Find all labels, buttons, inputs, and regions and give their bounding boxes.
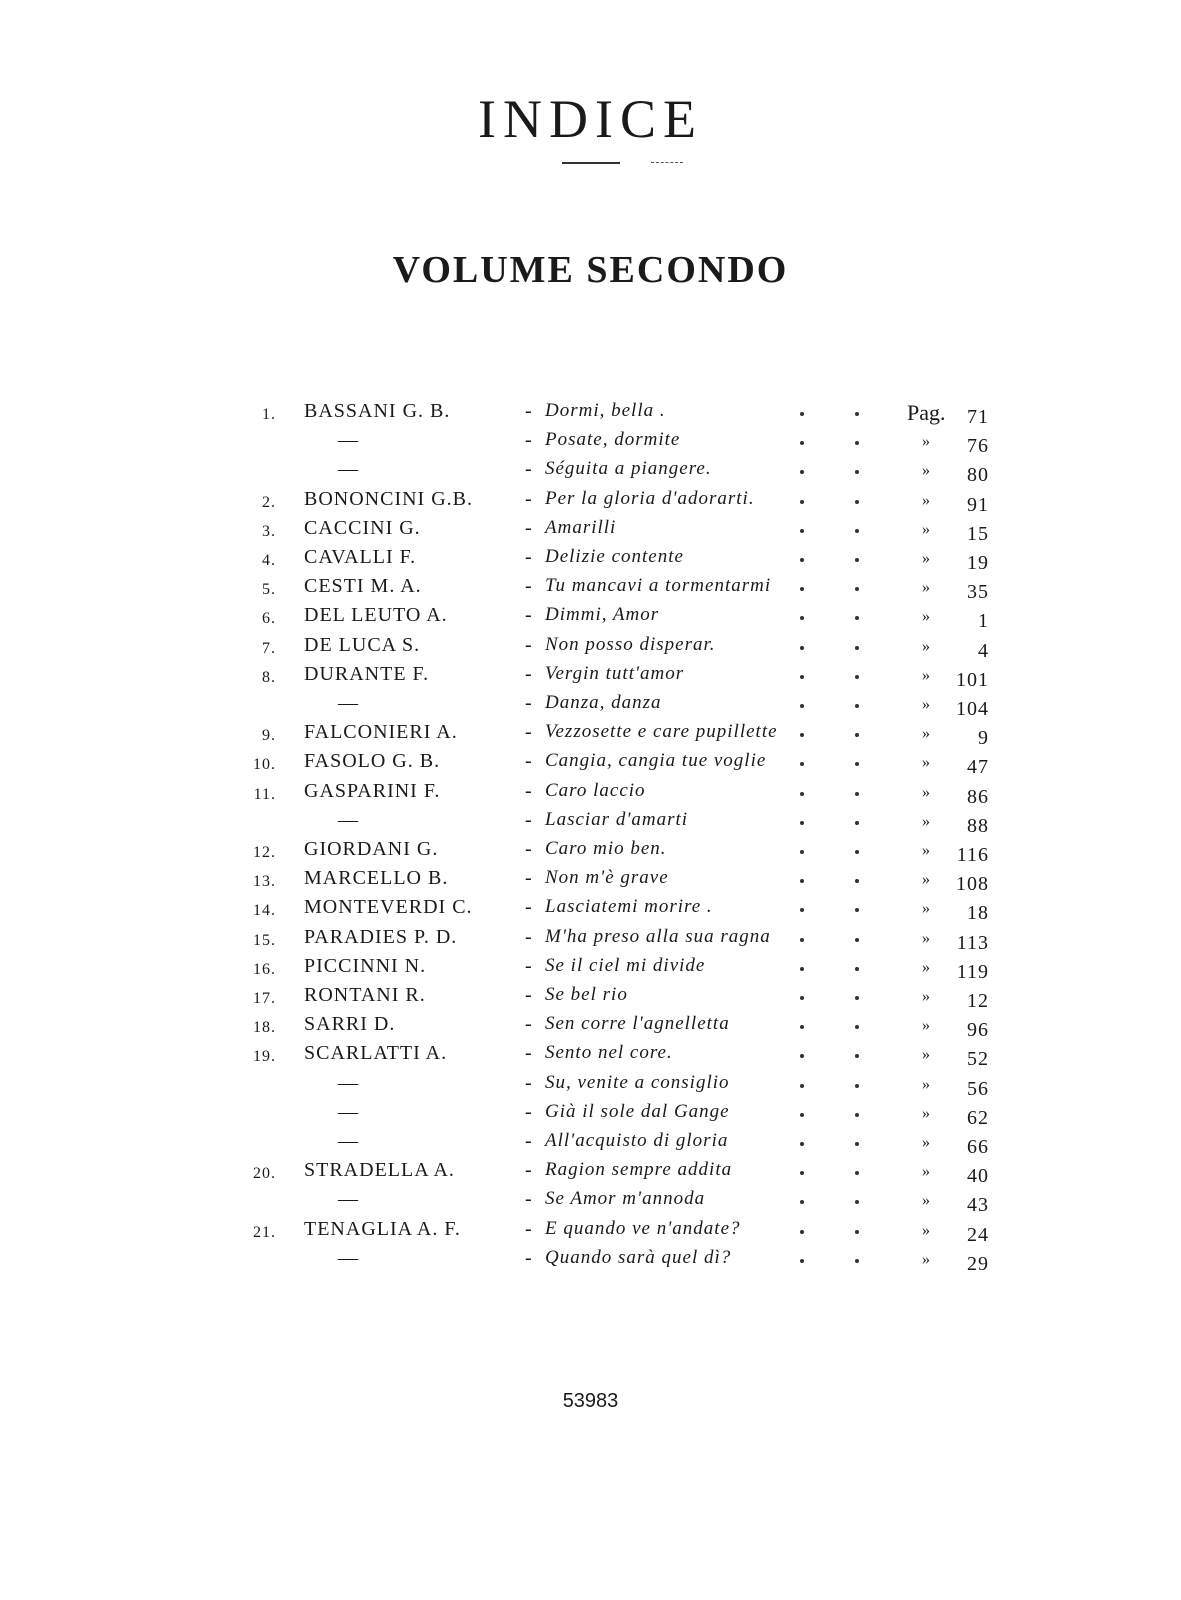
toc-row <box>0 867 1181 895</box>
leader-dot <box>800 675 804 679</box>
song-title: Dormi, bella . <box>545 400 666 421</box>
page-number: 113 <box>956 931 989 954</box>
entry-number: 16. <box>253 960 276 978</box>
toc-row <box>0 838 1181 866</box>
toc-row <box>0 750 1181 778</box>
entry-number: 3. <box>262 522 276 540</box>
composer-name: DEL LEUTO A. <box>304 604 448 627</box>
composer-name: TENAGLIA A. F. <box>304 1217 461 1240</box>
composer-name: STRADELLA A. <box>304 1159 455 1182</box>
page-number: 40 <box>967 1165 989 1188</box>
toc-row <box>0 575 1181 603</box>
toc-row <box>0 809 1181 837</box>
leader-dot <box>800 704 804 708</box>
ditto-mark: » <box>922 579 930 597</box>
leader-dot <box>855 1113 859 1117</box>
page-number: 12 <box>967 990 989 1012</box>
composer-name: GASPARINI F. <box>304 779 441 802</box>
separator-dash: - <box>525 984 532 1006</box>
toc-row <box>0 896 1181 924</box>
ditto-mark: » <box>922 1017 930 1035</box>
ditto-mark: » <box>922 637 930 655</box>
page-number: 9 <box>978 727 989 750</box>
toc-row <box>0 955 1181 983</box>
leader-dot <box>800 1084 804 1088</box>
page-number: 104 <box>956 698 989 720</box>
ditto-dash: — <box>338 458 359 481</box>
composer-name: FALCONIERI A. <box>304 721 458 744</box>
page-number: 91 <box>967 493 989 516</box>
toc-row <box>0 1247 1181 1275</box>
separator-dash: - <box>525 692 532 714</box>
song-title: Lasciatemi morire . <box>545 896 713 918</box>
separator-dash: - <box>525 1159 532 1182</box>
leader-dot <box>800 1200 804 1204</box>
leader-dot <box>855 792 859 796</box>
entry-number: 9. <box>262 727 276 745</box>
leader-dot <box>800 1259 804 1263</box>
entry-number: 4. <box>262 552 276 569</box>
toc-row <box>0 1101 1181 1129</box>
entry-number: 5. <box>262 581 276 599</box>
composer-name: MONTEVERDI C. <box>304 896 473 919</box>
leader-dot <box>800 879 804 883</box>
song-title: Séguita a piangere. <box>545 458 712 480</box>
ditto-mark: » <box>922 520 930 538</box>
song-title: Sen corre l'agnelletta <box>545 1013 730 1035</box>
leader-dot <box>855 1054 859 1058</box>
separator-dash: - <box>525 575 532 598</box>
toc-row <box>0 604 1181 632</box>
ditto-mark: » <box>922 754 930 772</box>
ditto-mark: » <box>922 1163 930 1181</box>
page-number: 1 <box>978 610 989 633</box>
leader-dot <box>800 938 804 942</box>
toc-row <box>0 984 1181 1012</box>
page-title: INDICE <box>478 89 703 149</box>
leader-dot <box>855 908 859 912</box>
separator-dash: - <box>525 750 532 773</box>
separator-dash: - <box>525 721 532 744</box>
song-title: Cangia, cangia tue voglie <box>545 750 767 772</box>
song-title: Non posso disperar. <box>545 633 716 655</box>
toc-row <box>0 692 1181 720</box>
leader-dot <box>800 1054 804 1058</box>
ditto-dash: — <box>338 1130 359 1152</box>
page-number: 88 <box>967 814 989 837</box>
toc-row <box>0 780 1181 808</box>
entry-number: 2. <box>262 493 276 511</box>
song-title: Delizie contente <box>545 546 684 567</box>
song-title: Posate, dormite <box>545 429 681 451</box>
leader-dot <box>800 1025 804 1029</box>
title-rule-left <box>562 162 620 164</box>
ditto-mark: » <box>922 900 930 918</box>
ditto-dash: — <box>338 1188 359 1211</box>
song-title: M'ha preso alla sua ragna <box>545 925 771 947</box>
toc-row <box>0 429 1181 457</box>
leader-dot <box>855 733 859 737</box>
ditto-dash: — <box>338 429 359 452</box>
song-title: Già il sole dal Gange <box>545 1100 730 1122</box>
separator-dash: - <box>525 633 532 656</box>
leader-dot <box>855 879 859 883</box>
toc-row <box>0 488 1181 516</box>
toc-row <box>0 517 1181 545</box>
composer-name: CAVALLI F. <box>304 546 417 568</box>
song-title: Non m'è grave <box>545 867 669 889</box>
song-title: Se il ciel mi divide <box>545 954 706 976</box>
song-title: Amarilli <box>545 516 617 538</box>
ditto-mark: » <box>922 491 930 509</box>
entry-number: 7. <box>262 639 276 657</box>
ditto-mark: » <box>922 1192 930 1210</box>
leader-dot <box>855 646 859 650</box>
composer-name: PICCINNI N. <box>304 954 427 977</box>
ditto-mark: » <box>922 842 930 859</box>
leader-dot <box>800 1113 804 1117</box>
page-number: 47 <box>967 756 989 779</box>
leader-dot <box>800 646 804 650</box>
leader-dot <box>800 616 804 620</box>
entry-number: 10. <box>253 756 276 774</box>
ditto-dash: — <box>338 1246 359 1269</box>
leader-dot <box>800 850 804 854</box>
separator-dash: - <box>525 779 532 802</box>
composer-name: MARCELLO B. <box>304 867 449 890</box>
toc-row <box>0 400 1181 428</box>
ditto-mark: » <box>922 725 930 743</box>
page-number: 119 <box>956 960 989 983</box>
leader-dot <box>855 1084 859 1088</box>
leader-dot <box>855 967 859 971</box>
leader-dot <box>800 792 804 796</box>
toc-row <box>0 663 1181 691</box>
leader-dot <box>855 587 859 591</box>
ditto-dash: — <box>338 808 359 831</box>
song-title: Se Amor m'annoda <box>545 1188 706 1210</box>
separator-dash: - <box>525 487 532 510</box>
leader-dot <box>855 1142 859 1146</box>
separator-dash: - <box>525 1217 532 1240</box>
leader-dot <box>855 938 859 942</box>
separator-dash: - <box>525 808 532 831</box>
separator-dash: - <box>525 1013 532 1036</box>
song-title: Lasciar d'amarti <box>545 808 689 830</box>
composer-name: DE LUCA S. <box>304 633 421 656</box>
page-number: 86 <box>967 785 989 808</box>
page-number: 24 <box>967 1223 989 1246</box>
page-number: 76 <box>967 435 989 458</box>
entry-number: 13. <box>253 873 276 891</box>
toc-row <box>0 1130 1181 1158</box>
composer-name: CACCINI G. <box>304 516 421 539</box>
toc-row <box>0 926 1181 954</box>
leader-dot <box>800 996 804 1000</box>
toc-row <box>0 1218 1181 1246</box>
composer-name: PARADIES P. D. <box>304 925 458 948</box>
leader-dot <box>800 470 804 474</box>
ditto-mark: » <box>922 462 930 480</box>
composer-name: SARRI D. <box>304 1013 396 1036</box>
leader-dot <box>800 412 804 416</box>
page-number: 108 <box>956 873 989 896</box>
ditto-mark: » <box>922 1046 930 1064</box>
leader-dot <box>800 587 804 591</box>
page-number: 29 <box>967 1252 989 1275</box>
composer-name: FASOLO G. B. <box>304 750 441 773</box>
composer-name: RONTANI R. <box>304 984 426 1006</box>
separator-dash: - <box>525 1188 532 1211</box>
page-number: 101 <box>956 668 989 691</box>
leader-dot <box>855 1171 859 1175</box>
leader-dot <box>855 412 859 416</box>
separator-dash: - <box>525 516 532 539</box>
separator-dash: - <box>525 896 532 919</box>
leader-dot <box>855 500 859 504</box>
leader-dot <box>855 441 859 445</box>
leader-dot <box>800 1142 804 1146</box>
title-rule-right <box>651 162 683 163</box>
leader-dot <box>855 850 859 854</box>
song-title: Tu mancavi a tormentarmi <box>545 575 772 597</box>
leader-dot <box>800 967 804 971</box>
entry-number: 1. <box>262 406 276 423</box>
plate-number: 53983 <box>562 1390 619 1412</box>
entry-number: 21. <box>253 1223 276 1241</box>
page-number: 43 <box>967 1194 989 1217</box>
separator-dash: - <box>525 925 532 948</box>
leader-dot <box>855 821 859 825</box>
page-number: 18 <box>967 902 989 925</box>
song-title: Caro mio ben. <box>545 838 667 859</box>
separator-dash: - <box>525 1130 532 1152</box>
toc-row <box>0 721 1181 749</box>
ditto-mark: » <box>922 696 930 713</box>
song-title: Danza, danza <box>545 692 662 713</box>
song-title: All'acquisto di gloria <box>545 1130 729 1151</box>
composer-name: DURANTE F. <box>304 662 430 685</box>
volume-heading: VOLUME SECONDO <box>392 249 789 291</box>
toc-row <box>0 1159 1181 1187</box>
page-number: 56 <box>967 1077 989 1100</box>
leader-dot <box>855 996 859 1000</box>
entry-number: 20. <box>253 1165 276 1183</box>
ditto-mark: » <box>922 783 930 801</box>
entry-number: 11. <box>253 785 276 803</box>
song-title: Caro laccio <box>545 779 646 801</box>
ditto-dash: — <box>338 692 359 714</box>
separator-dash: - <box>525 954 532 977</box>
toc-row <box>0 546 1181 574</box>
entry-number: 17. <box>253 990 276 1007</box>
toc-row <box>0 1188 1181 1216</box>
page-number: 35 <box>967 581 989 604</box>
separator-dash: - <box>525 458 532 481</box>
entry-number: 15. <box>253 931 276 949</box>
leader-dot <box>800 821 804 825</box>
page-number: 71 <box>967 406 989 428</box>
page-number: 15 <box>967 522 989 545</box>
leader-dot <box>800 558 804 562</box>
separator-dash: - <box>525 604 532 627</box>
separator-dash: - <box>525 838 532 860</box>
composer-name: SCARLATTI A. <box>304 1042 448 1065</box>
composer-name: BONONCINI G.B. <box>304 487 473 510</box>
leader-dot <box>855 558 859 562</box>
song-title: Ragion sempre addita <box>545 1159 733 1181</box>
song-title: Vezzosette e care pupillette <box>545 721 778 743</box>
entry-number: 6. <box>262 610 276 628</box>
separator-dash: - <box>525 1246 532 1269</box>
ditto-mark: » <box>922 929 930 947</box>
page-number: 116 <box>956 844 989 866</box>
song-title: Dimmi, Amor <box>545 604 660 626</box>
ditto-dash: — <box>338 1100 359 1123</box>
ditto-mark: » <box>922 1250 930 1268</box>
song-title: E quando ve n'andate? <box>545 1217 741 1239</box>
ditto-mark: » <box>922 1104 930 1122</box>
toc-row <box>0 1013 1181 1041</box>
leader-dot <box>855 470 859 474</box>
leader-dot <box>855 1230 859 1234</box>
separator-dash: - <box>525 1100 532 1123</box>
entry-number: 14. <box>253 902 276 920</box>
leader-dot <box>800 908 804 912</box>
page-number: 80 <box>967 464 989 487</box>
ditto-mark: » <box>922 1075 930 1093</box>
toc-row <box>0 1042 1181 1070</box>
song-title: Per la gloria d'adorarti. <box>545 487 755 509</box>
ditto-mark: » <box>922 1221 930 1239</box>
entry-number: 12. <box>253 844 276 861</box>
leader-dot <box>800 529 804 533</box>
entry-number: 18. <box>253 1019 276 1037</box>
separator-dash: - <box>525 400 532 422</box>
ditto-dash: — <box>338 1071 359 1094</box>
separator-dash: - <box>525 1042 532 1065</box>
song-title: Sento nel core. <box>545 1042 673 1064</box>
leader-dot <box>800 733 804 737</box>
page-number: 62 <box>967 1106 989 1129</box>
leader-dot <box>800 1171 804 1175</box>
leader-dot <box>855 704 859 708</box>
composer-name: GIORDANI G. <box>304 838 439 860</box>
toc-row <box>0 1072 1181 1100</box>
leader-dot <box>855 1259 859 1263</box>
page-number: 19 <box>967 552 989 574</box>
composer-name: CESTI M. A. <box>304 575 422 598</box>
ditto-mark: » <box>922 608 930 626</box>
page-number: 4 <box>978 639 989 662</box>
ditto-mark: » <box>922 550 930 567</box>
leader-dot <box>855 1200 859 1204</box>
page-number: 52 <box>967 1048 989 1071</box>
ditto-mark: » <box>922 871 930 889</box>
leader-dot <box>855 1025 859 1029</box>
ditto-mark: » <box>922 988 930 1005</box>
entry-number: 19. <box>253 1048 276 1066</box>
page-label: Pag. <box>907 400 946 425</box>
separator-dash: - <box>525 1071 532 1094</box>
leader-dot <box>800 441 804 445</box>
ditto-mark: » <box>922 1134 930 1151</box>
separator-dash: - <box>525 662 532 685</box>
ditto-mark: » <box>922 812 930 830</box>
song-title: Quando sarà quel dì? <box>545 1246 732 1268</box>
leader-dot <box>800 500 804 504</box>
page-number: 96 <box>967 1019 989 1042</box>
leader-dot <box>855 762 859 766</box>
leader-dot <box>855 675 859 679</box>
song-title: Su, venite a consiglio <box>545 1071 730 1093</box>
ditto-mark: » <box>922 666 930 684</box>
page-number: 66 <box>967 1136 989 1158</box>
toc-row <box>0 634 1181 662</box>
leader-dot <box>800 1230 804 1234</box>
leader-dot <box>855 529 859 533</box>
separator-dash: - <box>525 429 532 452</box>
leader-dot <box>855 616 859 620</box>
composer-name: BASSANI G. B. <box>304 400 451 422</box>
leader-dot <box>800 762 804 766</box>
separator-dash: - <box>525 867 532 890</box>
ditto-mark: » <box>922 433 930 451</box>
song-title: Vergin tutt'amor <box>545 662 685 684</box>
separator-dash: - <box>525 546 532 568</box>
entry-number: 8. <box>262 668 276 686</box>
toc-row <box>0 458 1181 486</box>
song-title: Se bel rio <box>545 984 628 1005</box>
ditto-mark: » <box>922 958 930 976</box>
